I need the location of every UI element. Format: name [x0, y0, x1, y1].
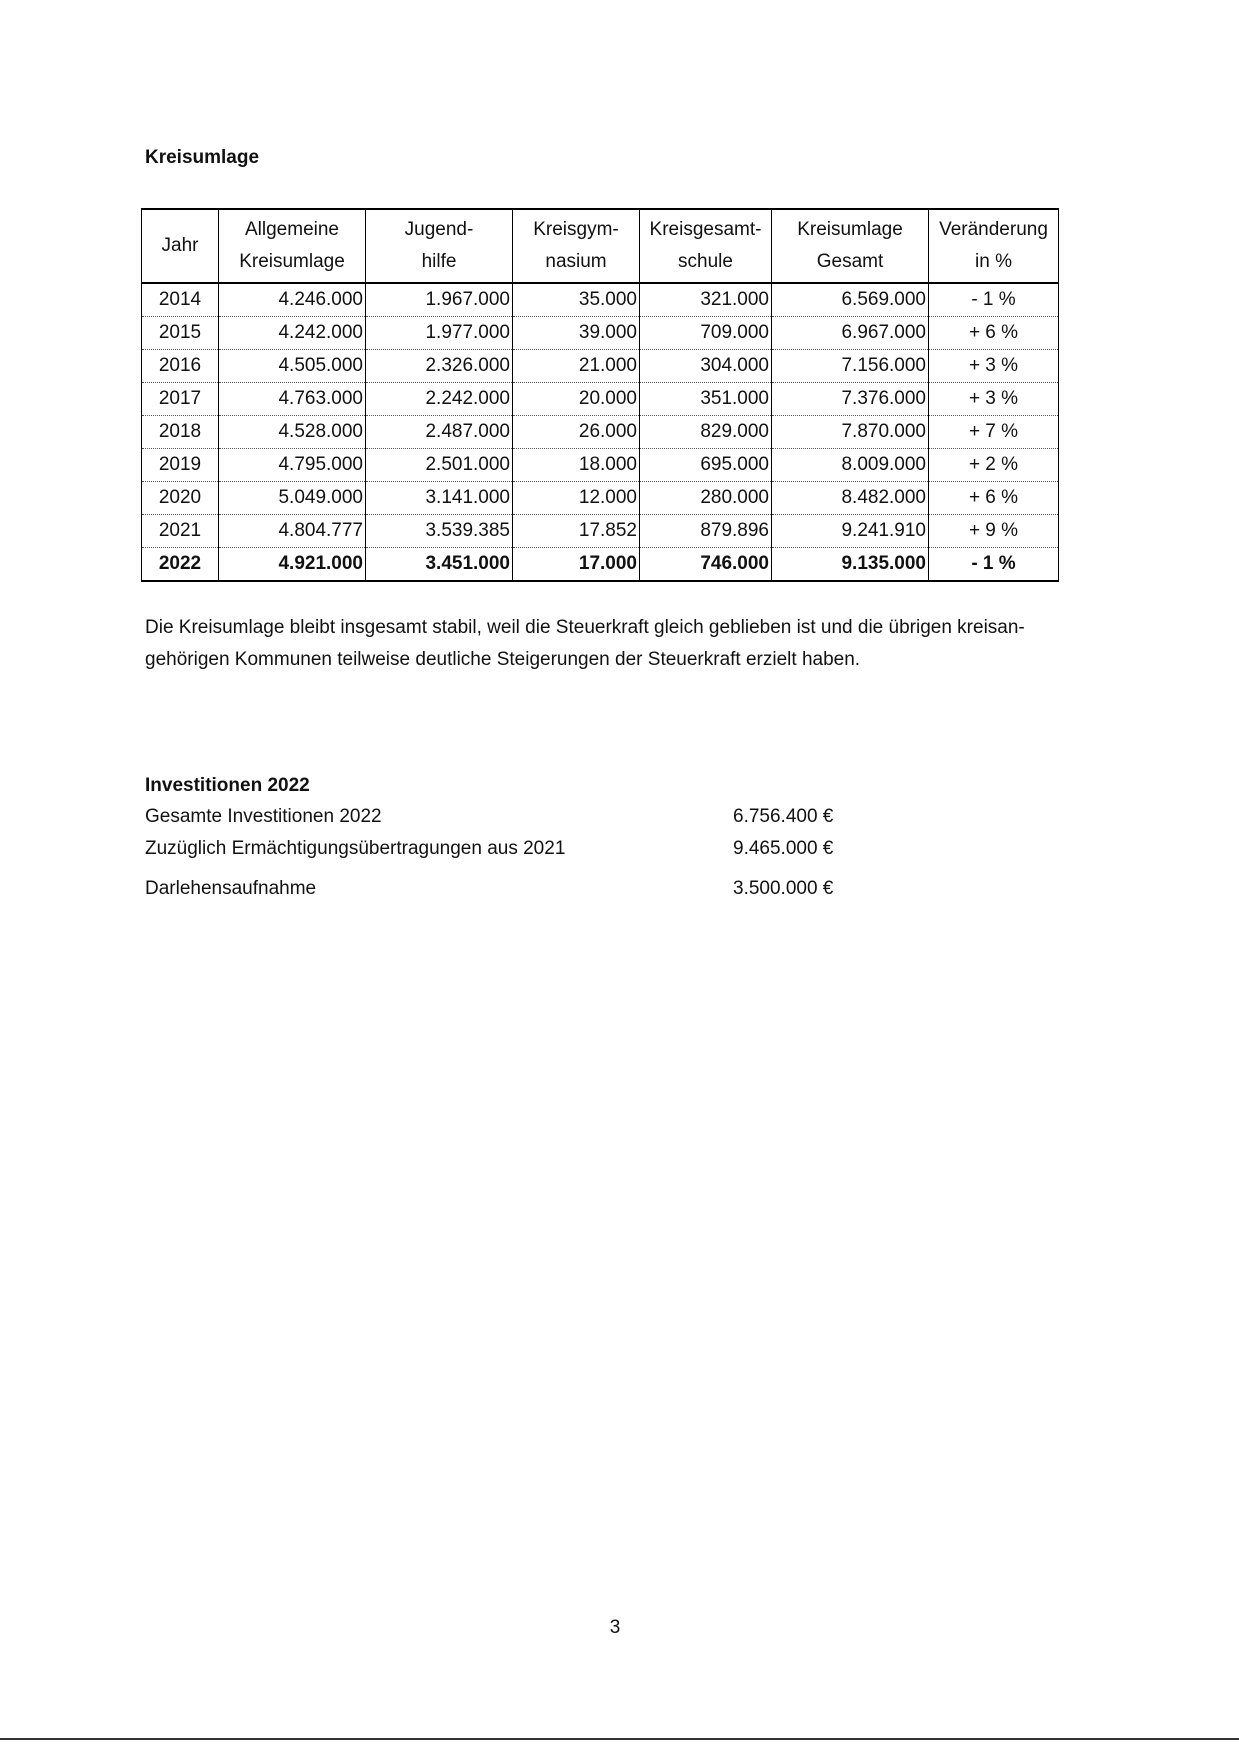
header-kreisgymnasium: Kreisgym- nasium	[513, 209, 640, 283]
cell-veraenderung: + 9 %	[929, 515, 1059, 548]
section-title-kreisumlage: Kreisumlage	[145, 147, 260, 168]
investment-value: 6.756.400 €	[733, 806, 834, 827]
investment-row	[145, 806, 865, 834]
table-row	[142, 548, 1059, 582]
cell-kreisgymnasium: 35.000	[513, 283, 640, 317]
cell-gesamt: 8.009.000	[772, 449, 929, 482]
cell-gesamt: 9.135.000	[772, 548, 929, 582]
kreisumlage-table	[141, 208, 1059, 582]
section-title-investitionen: Investitionen 2022	[145, 775, 310, 796]
cell-gesamt: 8.482.000	[772, 482, 929, 515]
table-row	[142, 449, 1059, 482]
cell-gesamt: 7.376.000	[772, 383, 929, 416]
header-jahr: Jahr	[142, 209, 219, 283]
cell-veraenderung: + 6 %	[929, 482, 1059, 515]
cell-kreisgesamtschule: 879.896	[640, 515, 772, 548]
investment-value: 9.465.000 €	[733, 838, 834, 859]
cell-jugendhilfe: 1.967.000	[366, 283, 513, 317]
header-jugendhilfe: Jugend- hilfe	[366, 209, 513, 283]
cell-jahr: 2014	[142, 283, 219, 317]
cell-jugendhilfe: 1.977.000	[366, 317, 513, 350]
header-kreisumlage-gesamt: Kreisumlage Gesamt	[772, 209, 929, 283]
cell-allgemeine: 4.804.777	[219, 515, 366, 548]
table-row	[142, 317, 1059, 350]
cell-veraenderung: + 6 %	[929, 317, 1059, 350]
cell-jahr: 2017	[142, 383, 219, 416]
cell-kreisgesamtschule: 829.000	[640, 416, 772, 449]
table-row	[142, 416, 1059, 449]
cell-gesamt: 6.569.000	[772, 283, 929, 317]
cell-kreisgymnasium: 20.000	[513, 383, 640, 416]
cell-allgemeine: 4.795.000	[219, 449, 366, 482]
table-row	[142, 283, 1059, 317]
cell-kreisgesamtschule: 280.000	[640, 482, 772, 515]
investment-label: Zuzüglich Ermächtigungsübertragungen aus 2021	[145, 838, 566, 859]
cell-jahr: 2020	[142, 482, 219, 515]
cell-kreisgesamtschule: 304.000	[640, 350, 772, 383]
investment-row	[145, 838, 865, 866]
cell-allgemeine: 4.528.000	[219, 416, 366, 449]
table-row	[142, 515, 1059, 548]
cell-jugendhilfe: 2.326.000	[366, 350, 513, 383]
table-row	[142, 383, 1059, 416]
cell-jugendhilfe: 3.539.385	[366, 515, 513, 548]
header-allgemeine-kreisumlage: Allgemeine Kreisumlage	[219, 209, 366, 283]
cell-jahr: 2015	[142, 317, 219, 350]
table-header-row	[142, 209, 1059, 283]
explanation-paragraph: Die Kreisumlage bleibt insgesamt stabil, weil die Steuerkraft gleich geblieben ist und die übrigen kreisan-gehörigen Kommunen teilweise deutliche Steigerungen der Steuerkraft erzielt haben.	[145, 617, 1025, 670]
cell-kreisgesamtschule: 351.000	[640, 383, 772, 416]
cell-kreisgymnasium: 12.000	[513, 482, 640, 515]
cell-jugendhilfe: 3.451.000	[366, 548, 513, 582]
investment-row	[145, 878, 865, 906]
cell-allgemeine: 4.242.000	[219, 317, 366, 350]
cell-kreisgesamtschule: 746.000	[640, 548, 772, 582]
cell-gesamt: 6.967.000	[772, 317, 929, 350]
investment-label: Darlehensaufnahme	[145, 878, 317, 899]
cell-kreisgesamtschule: 321.000	[640, 283, 772, 317]
cell-allgemeine: 4.921.000	[219, 548, 366, 582]
page-number: 3	[609, 1617, 621, 1638]
cell-kreisgymnasium: 21.000	[513, 350, 640, 383]
cell-jahr: 2016	[142, 350, 219, 383]
cell-jugendhilfe: 2.501.000	[366, 449, 513, 482]
cell-veraenderung: + 3 %	[929, 350, 1059, 383]
cell-jahr: 2018	[142, 416, 219, 449]
cell-jugendhilfe: 2.242.000	[366, 383, 513, 416]
cell-allgemeine: 4.763.000	[219, 383, 366, 416]
table-row	[142, 482, 1059, 515]
table-row	[142, 350, 1059, 383]
cell-veraenderung: + 3 %	[929, 383, 1059, 416]
cell-kreisgymnasium: 39.000	[513, 317, 640, 350]
cell-jahr: 2022	[142, 548, 219, 582]
cell-allgemeine: 5.049.000	[219, 482, 366, 515]
cell-veraenderung: + 7 %	[929, 416, 1059, 449]
cell-veraenderung: + 2 %	[929, 449, 1059, 482]
cell-jugendhilfe: 2.487.000	[366, 416, 513, 449]
cell-kreisgymnasium: 18.000	[513, 449, 640, 482]
investment-value: 3.500.000 €	[733, 878, 834, 899]
cell-allgemeine: 4.246.000	[219, 283, 366, 317]
cell-allgemeine: 4.505.000	[219, 350, 366, 383]
investment-label: Gesamte Investitionen 2022	[145, 806, 382, 827]
header-kreisgesamtschule: Kreisgesamt- schule	[640, 209, 772, 283]
cell-gesamt: 7.156.000	[772, 350, 929, 383]
cell-kreisgymnasium: 17.852	[513, 515, 640, 548]
cell-jahr: 2021	[142, 515, 219, 548]
cell-veraenderung: - 1 %	[929, 283, 1059, 317]
cell-jugendhilfe: 3.141.000	[366, 482, 513, 515]
cell-gesamt: 7.870.000	[772, 416, 929, 449]
footer-rule	[0, 1738, 1239, 1740]
cell-kreisgesamtschule: 695.000	[640, 449, 772, 482]
cell-gesamt: 9.241.910	[772, 515, 929, 548]
cell-kreisgymnasium: 17.000	[513, 548, 640, 582]
header-veraenderung: Veränderung in %	[929, 209, 1059, 283]
cell-kreisgesamtschule: 709.000	[640, 317, 772, 350]
cell-veraenderung: - 1 %	[929, 548, 1059, 582]
cell-jahr: 2019	[142, 449, 219, 482]
cell-kreisgymnasium: 26.000	[513, 416, 640, 449]
